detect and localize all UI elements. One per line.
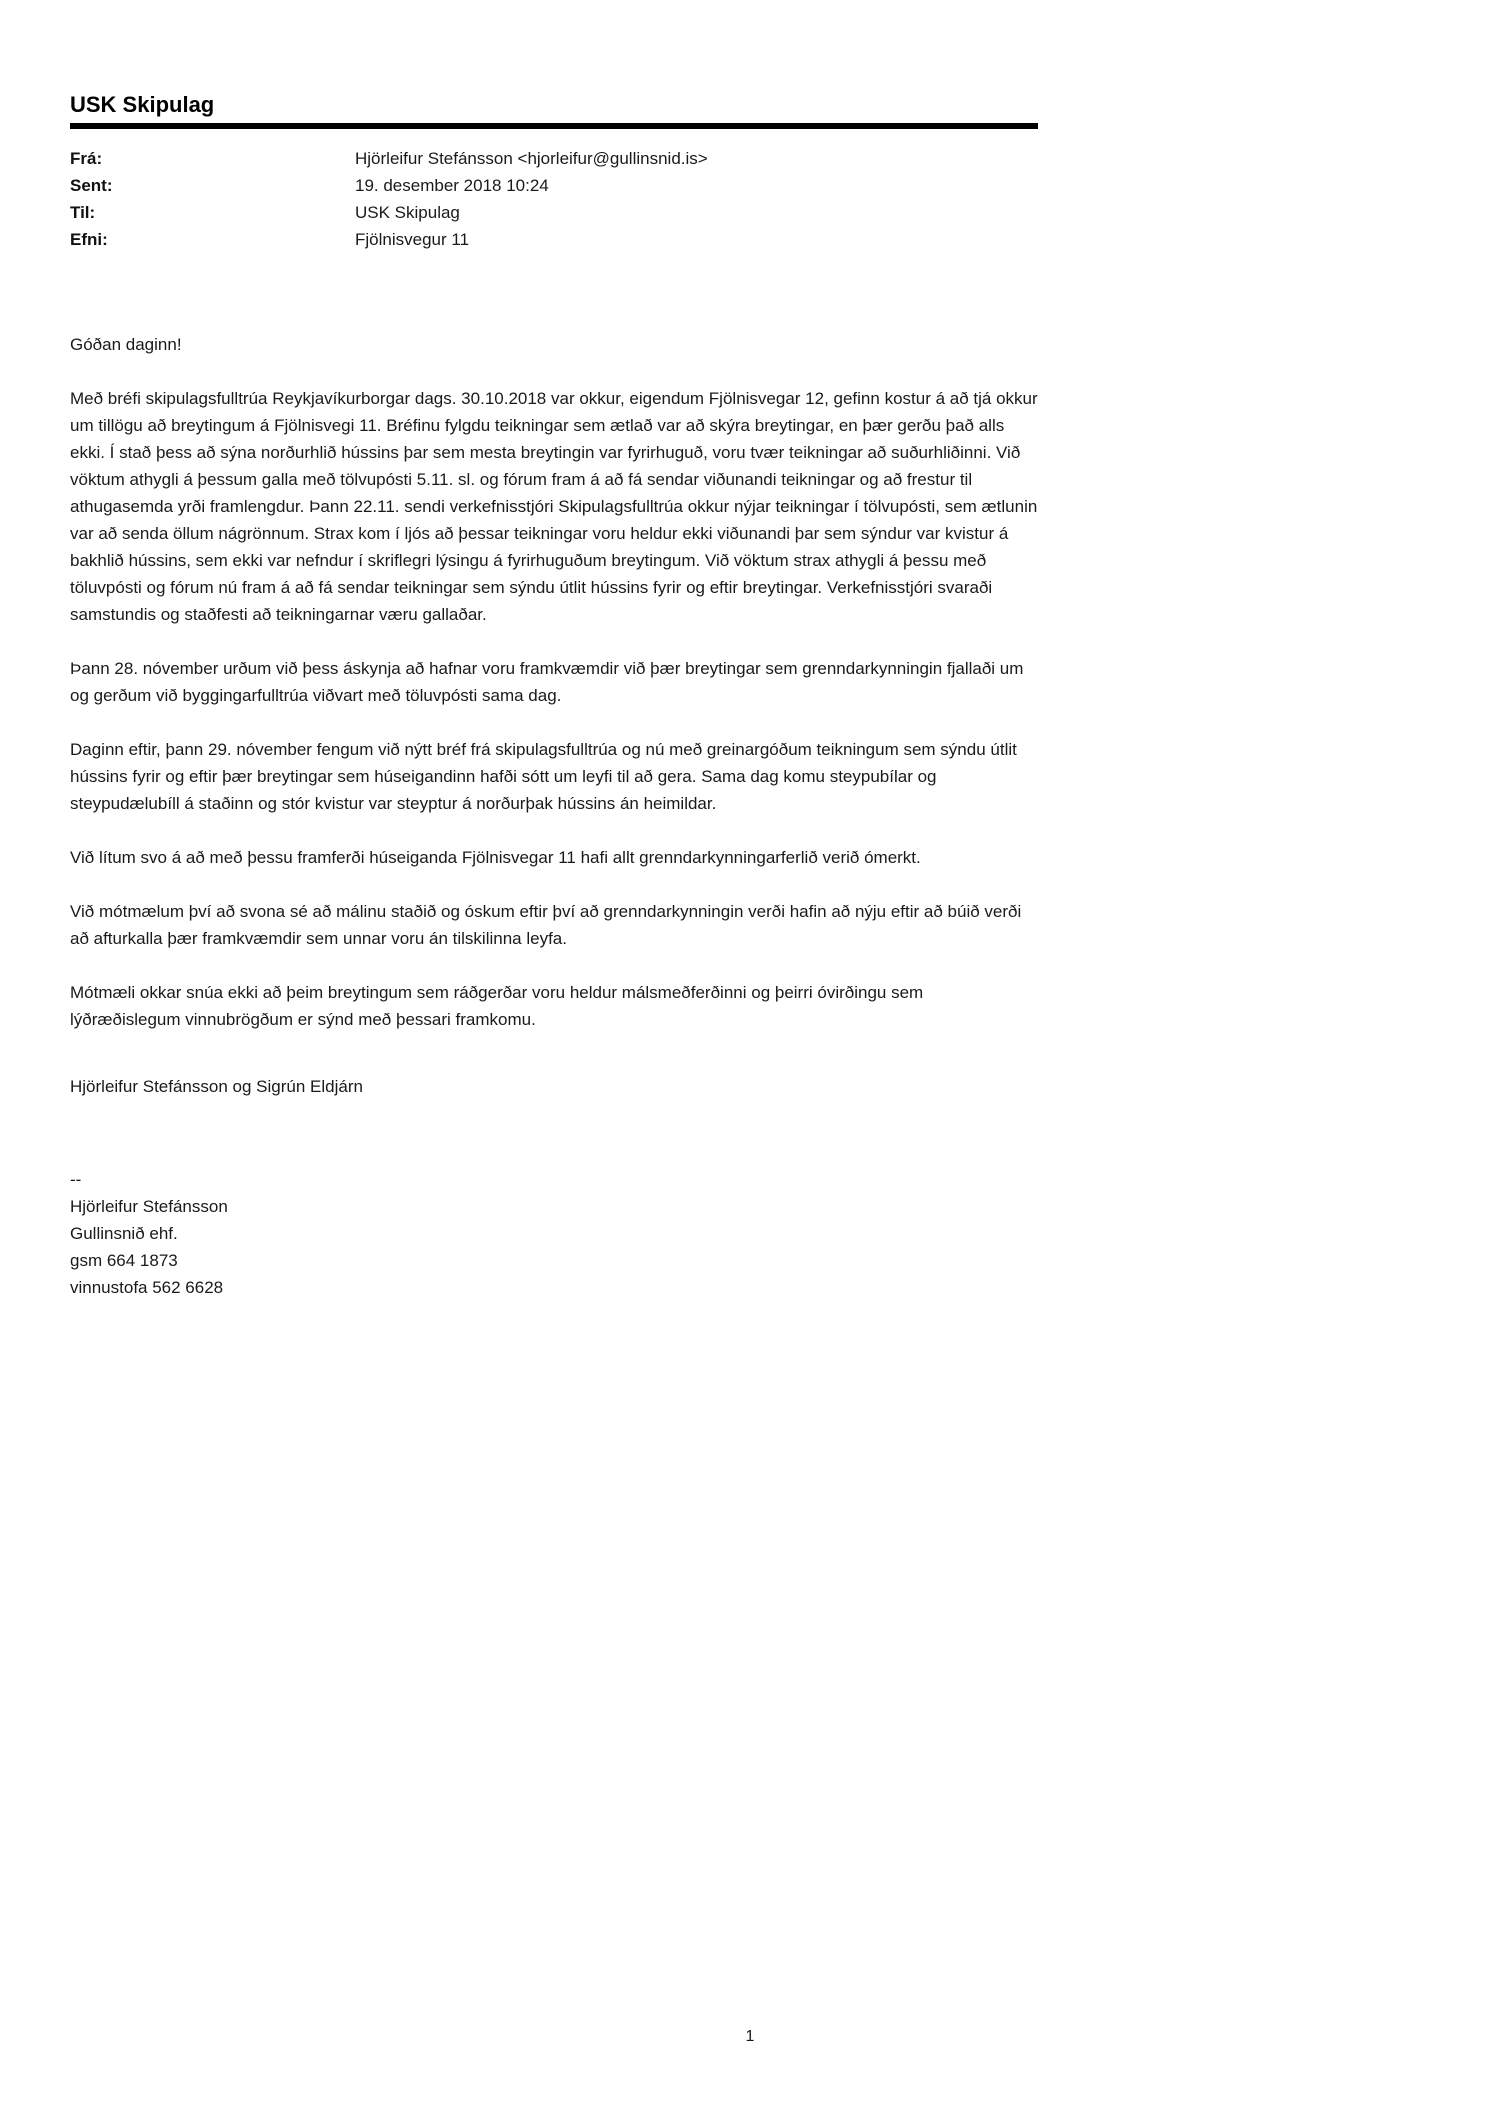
meta-label-subject: Efni: — [70, 230, 108, 249]
meta-label-to: Til: — [70, 203, 96, 222]
page-number: 1 — [745, 2028, 755, 2045]
signature-gsm: gsm 664 1873 — [70, 1251, 178, 1270]
paragraph-3: Daginn eftir, þann 29. nóvember fengum við nýtt bréf frá skipulagsfulltrúa og nú með greinargóðum teikningum sem sýndu útlit hússins fyrir og eftir þær breytingar sem húseigandinn hafði sótt um leyfi til að gera. Sama dag komu steypubílar og steypudælubíll á staðinn og stór kvistur var steyptur á norðurþak hússins án heimildar. — [70, 740, 1017, 813]
email-content — [70, 92, 1038, 1301]
email-body — [70, 331, 1038, 1301]
title-rule — [70, 123, 1038, 129]
meta-row-subject — [70, 226, 1038, 253]
signature-company: Gullinsnið ehf. — [70, 1224, 178, 1243]
meta-label-from: Frá: — [70, 149, 103, 168]
meta-value-from: Hjörleifur Stefánsson <hjorleifur@gullinsnid.is> — [355, 149, 708, 168]
signature-name: Hjörleifur Stefánsson — [70, 1197, 228, 1216]
page-title: USK Skipulag — [70, 92, 215, 117]
signature-workphone: vinnustofa 562 6628 — [70, 1278, 224, 1297]
meta-value-subject: Fjölnisvegur 11 — [355, 230, 470, 249]
meta-value-to: USK Skipulag — [355, 203, 460, 222]
signature-block — [70, 1166, 1038, 1301]
email-meta-block — [70, 145, 1038, 253]
paragraph-1: Með bréfi skipulagsfulltrúa Reykjavíkurborgar dags. 30.10.2018 var okkur, eigendum Fjölnisvegar 12, gefinn kostur á að tjá okkur um tillögu að breytingum á Fjölnisvegi 11. Bréfinu fylgdu teikningar sem ætlað var að skýra breytingar, en þær gerðu það alls ekki. Í stað þess að sýna norðurhlið hússins þar sem mesta breytingin var fyrirhuguð, voru tvær teikningar að suðurhliðinni. Við vöktum athygli á þessum galla með tölvupósti 5.11. sl. og fórum fram á að fá sendar viðunandi teikningar og að frestur til athugasemda yrði framlengdur. Þann 22.11. sendi verkefnisstjóri Skipulagsfulltrúa okkur nýjar teikningar í tölvupósti, sem ætlunin var að senda öllum nágrönnum. Strax kom í ljós að þessar teikningar voru heldur ekki viðunandi þar sem sýndur var kvistur á bakhlið hússins, sem ekki var nefndur í skriflegri lýsingu á fyrirhuguðum breytingum. Við vöktum strax athygli á þessu með töluvpósti og fórum nú fram á að fá sendar teikningar sem sýndu útlit hússins fyrir og eftir breytingar. Verkefnisstjóri svaraði samstundis og staðfesti að teikningarnar væru gallaðar. — [70, 389, 1038, 624]
paragraph-5: Við mótmælum því að svona sé að málinu staðið og óskum eftir því að grenndarkynningin verði hafin að nýju eftir að búið verði að afturkalla þær framkvæmdir sem unnar voru án tilskilinna leyfa. — [70, 902, 1022, 948]
meta-value-sent: 19. desember 2018 10:24 — [355, 176, 549, 195]
meta-row-sent — [70, 172, 1038, 199]
paragraph-2: Þann 28. nóvember urðum við þess áskynja að hafnar voru framkvæmdir við þær breytingar sem grenndarkynningin fjallaði um og gerðum við byggingarfulltrúa viðvart með töluvpósti sama dag. — [70, 659, 1024, 705]
signature-separator: -- — [70, 1170, 82, 1189]
signoff: Hjörleifur Stefánsson og Sigrún Eldjárn — [70, 1077, 363, 1096]
meta-label-sent: Sent: — [70, 176, 113, 195]
paragraph-4: Við lítum svo á að með þessu framferði húseiganda Fjölnisvegar 11 hafi allt grenndarkynningarferlið verið ómerkt. — [70, 848, 921, 867]
greeting: Góðan daginn! — [70, 335, 182, 354]
meta-row-from — [70, 145, 1038, 172]
meta-row-to — [70, 199, 1038, 226]
paragraph-6: Mótmæli okkar snúa ekki að þeim breytingum sem ráðgerðar voru heldur málsmeðferðinni og þeirri óvirðingu sem lýðræðislegum vinnubrögðum er sýnd með þessari framkomu. — [70, 983, 924, 1029]
